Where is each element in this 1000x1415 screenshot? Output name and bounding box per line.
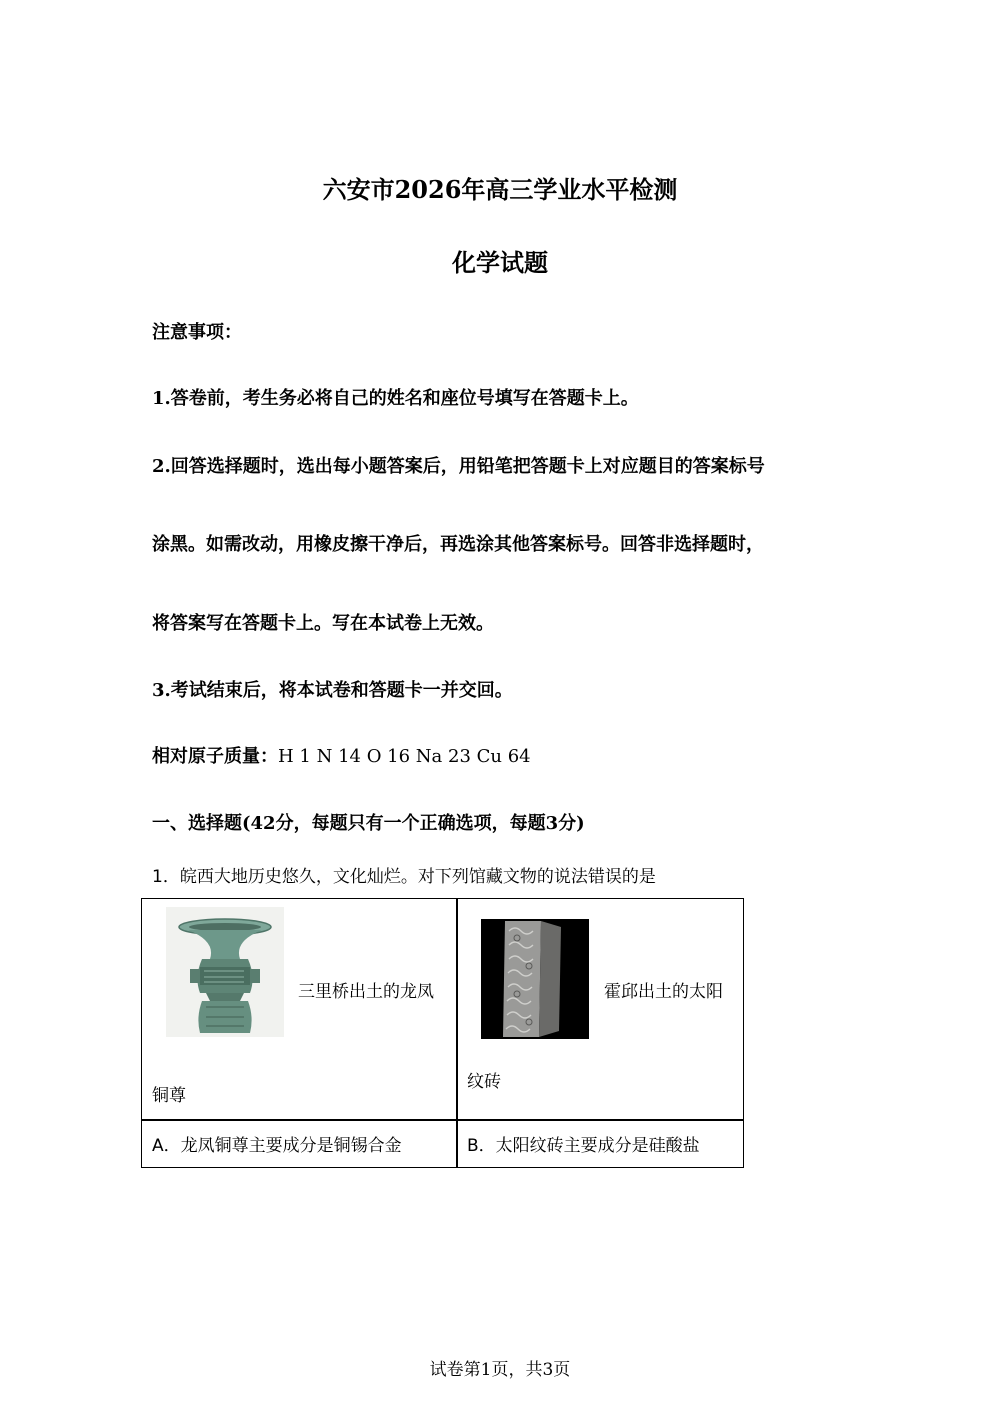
section-heading: 一、选择题(42分，每题只有一个正确选项，每题3分) <box>152 813 585 834</box>
artifact-left-caption-2: 铜尊 <box>152 1086 186 1106</box>
bronze-zun-image <box>166 907 284 1037</box>
notice-item-2: 2.回答选择题时，选出每小题答案后，用铅笔把答题卡上对应题目的答案标号 <box>152 456 765 477</box>
table-divider-horizontal <box>142 1119 743 1121</box>
notice-item-1: 1.答卷前，考生务必将自己的姓名和座位号填写在答题卡上。 <box>152 388 639 409</box>
artifact-right-caption-1: 霍邱出土的太阳 <box>604 982 723 1002</box>
option-a: A．龙凤铜尊主要成分是铜锡合金 <box>152 1136 402 1156</box>
atomic-mass-line <box>152 742 531 768</box>
exam-subject: 化学试题 <box>452 248 548 277</box>
page-footer: 试卷第1页，共3页 <box>429 1360 571 1380</box>
notice-item-3: 3.考试结束后，将本试卷和答题卡一并交回。 <box>152 680 513 701</box>
atomic-mass-values: H 1 N 14 O 16 Na 23 Cu 64 <box>278 746 531 767</box>
question-stem: 1．皖西大地历史悠久，文化灿烂。对下列馆藏文物的说法错误的是 <box>152 867 656 887</box>
table-divider-vertical <box>456 899 458 1167</box>
option-b: B．太阳纹砖主要成分是硅酸盐 <box>467 1136 700 1156</box>
question-table <box>141 898 744 1168</box>
artifact-right-caption-2: 纹砖 <box>467 1072 501 1092</box>
sun-brick-image <box>481 919 589 1039</box>
notice-heading: 注意事项： <box>152 322 242 343</box>
atomic-mass-label: 相对原子质量： <box>152 746 278 767</box>
notice-item-2-end: 将答案写在答题卡上。写在本试卷上无效。 <box>152 613 494 634</box>
artifact-left-caption-1: 三里桥出土的龙凤 <box>298 982 434 1002</box>
exam-title: 六安市2026年高三学业水平检测 <box>322 175 678 204</box>
notice-item-2-cont: 涂黑。如需改动，用橡皮擦干净后，再选涂其他答案标号。回答非选择题时， <box>152 534 764 555</box>
